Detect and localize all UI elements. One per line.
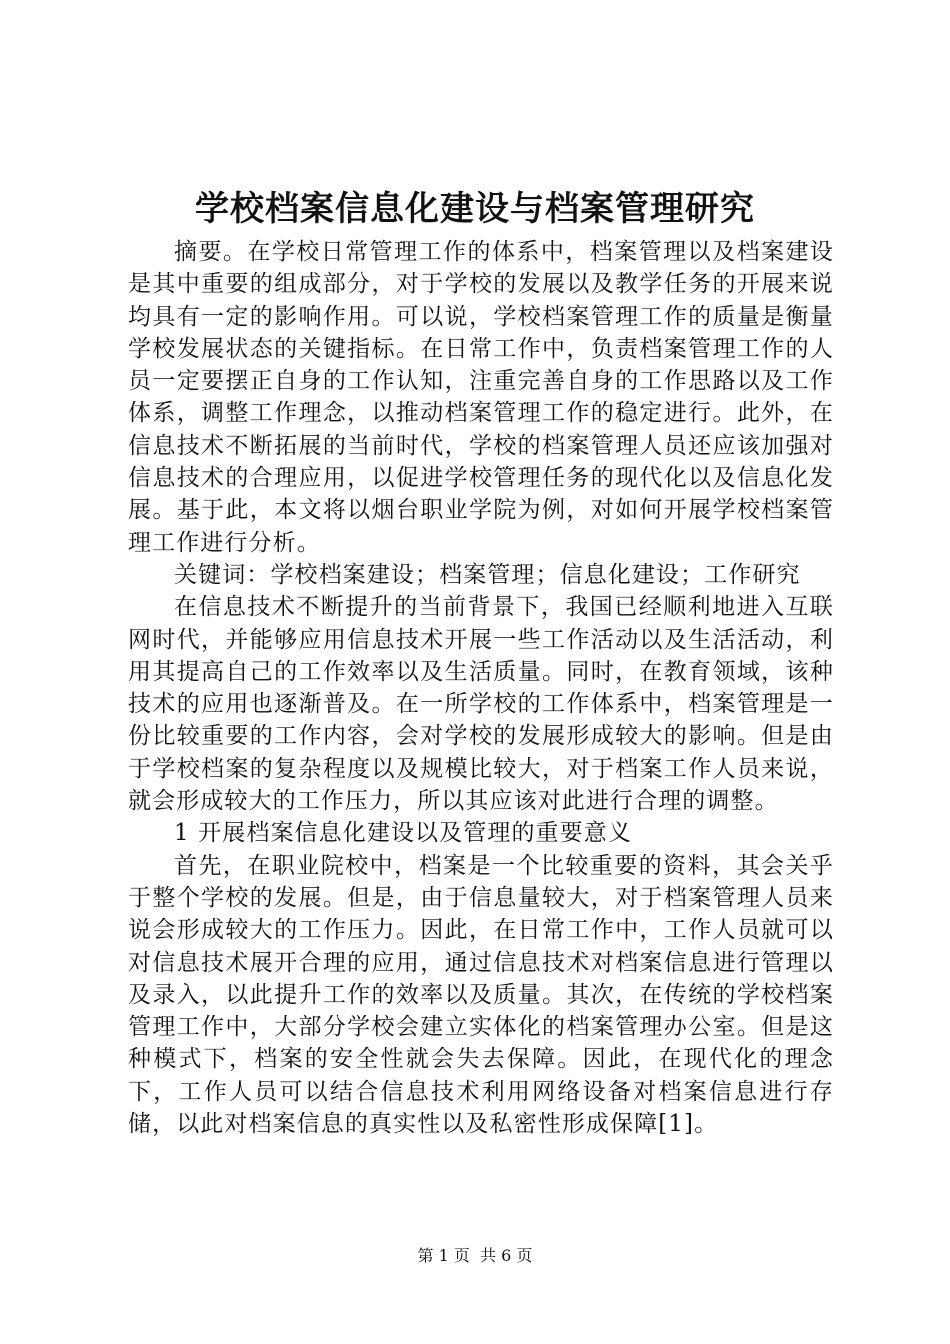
document-title: 学校档案信息化建设与档案管理研究: [195, 189, 755, 229]
keywords-paragraph: 关键词：学校档案建设；档案管理；信息化建设；工作研究: [174, 561, 801, 588]
section-paragraph: 首先，在职业院校中，档案是一个比较重要的资料，其会关乎于整个学校的发展。但是，由于信息量较大，对于档案管理人员来说会形成较大的工作压力。因此，在日常工作中，工作人员就可以对信息技术展开合理的应用，通过信息技术对档案信息进行管理以及录入，以此提升工作的效率以及质量。其次，在传统的学校档案管理工作中，大部分学校会建立实体化的档案管理办公室。但是这种模式下，档案的安全性就会失去保障。因此，在现代化的理念下，工作人员可以结合信息技术利用网络设备对档案信息进行存储，以此对档案信息的真实性以及私密性形成保障[1]。: [128, 852, 834, 1138]
intro-paragraph: 在信息技术不断提升的当前背景下，我国已经顺利地进入互联网时代，并能够应用信息技术开展一些工作活动以及生活活动，利用其提高自己的工作效率以及生活质量。同时，在教育领域，该种技术的应用也逐渐普及。在一所学校的工作体系中，档案管理是一份比较重要的工作内容，会对学校的发展形成较大的影响。但是由于学校档案的复杂程度以及规模比较大，对于档案工作人员来说，就会形成较大的工作压力，所以其应该对此进行合理的调整。: [128, 594, 834, 815]
page-footer: [0, 1244, 950, 1268]
document-body: [128, 236, 834, 1140]
page-number-label: 第 1 页 共 6 页: [417, 1246, 533, 1265]
abstract-paragraph: 摘要。在学校日常管理工作的体系中，档案管理以及档案建设是其中重要的组成部分，对于学校的发展以及教学任务的开展来说均具有一定的影响作用。可以说，学校档案管理工作的质量是衡量学校发展状态的关键指标。在日常工作中，负责档案管理工作的人员一定要摆正自身的工作认知，注重完善自身的工作思路以及工作体系，调整工作理念，以推动档案管理工作的稳定进行。此外，在信息技术不断拓展的当前时代，学校的档案管理人员还应该加强对信息技术的合理应用，以促进学校管理任务的现代化以及信息化发展。基于此，本文将以烟台职业学院为例，对如何开展学校档案管理工作进行分析。: [128, 239, 834, 556]
section-heading: 1 开展档案信息化建设以及管理的重要意义: [174, 820, 632, 847]
